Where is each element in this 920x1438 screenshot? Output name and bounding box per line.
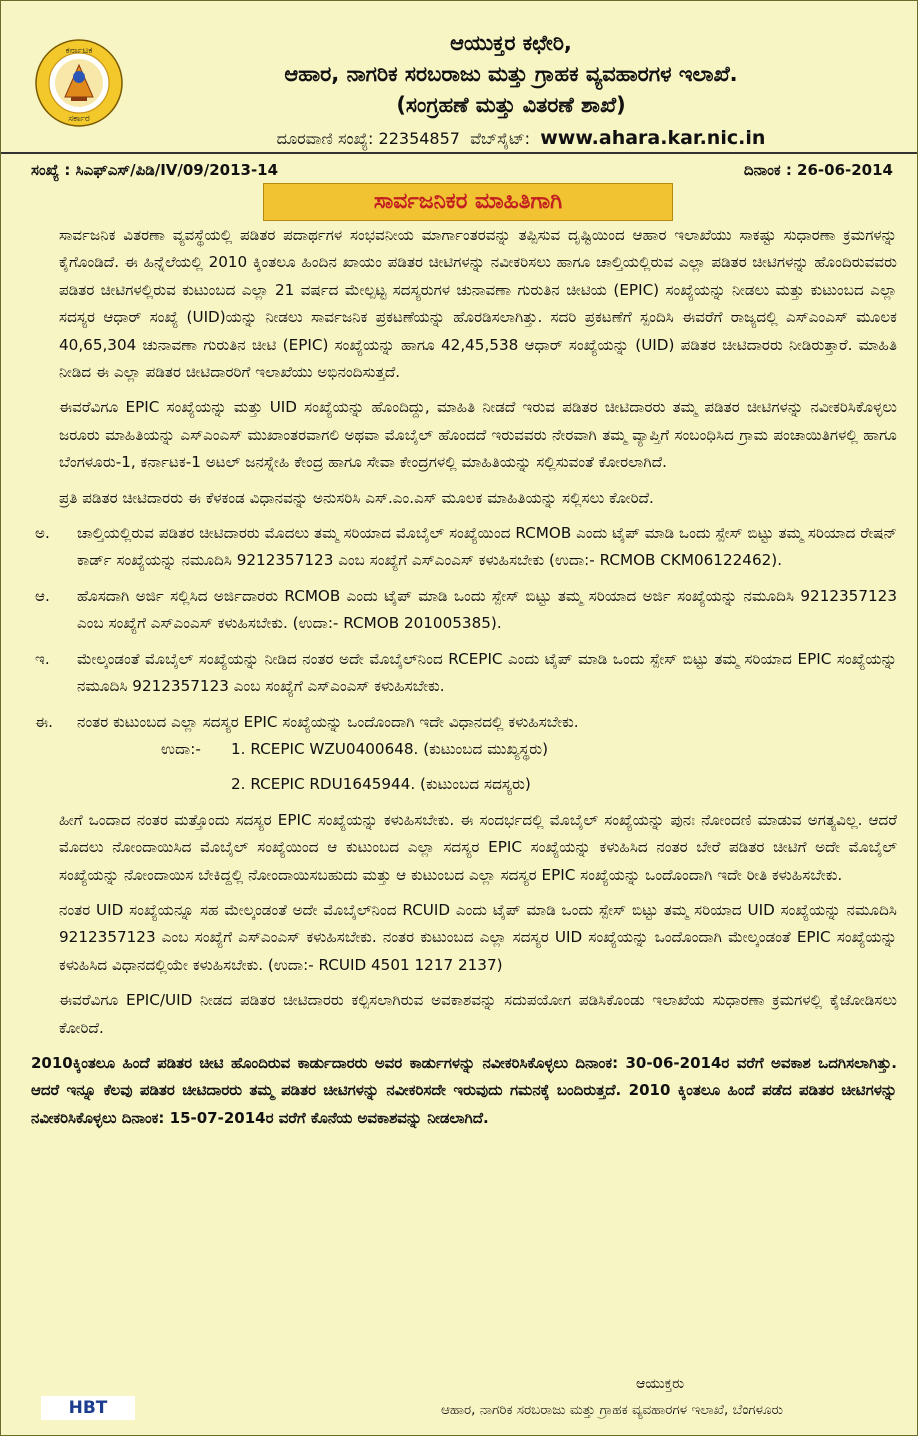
list-marker: ಇ. [35,649,50,668]
paragraph-5: ನಂತರ UID ಸಂಖ್ಯೆಯನ್ನೂ ಸಹ ಮೇಲ್ಕಂಡಂತೆ ಅದೇ ಮೊಬೈಲ್‌ನಿಂದ RCUID ಎಂದು ಟೈಪ್ ಮಾಡಿ ಒಂದು ಸ್ಪೇಸ್ ಬಿಟ್ಟು ತಮ್ಮ ಸರಿಯಾದ UID ಸಂಖ್ಯೆಯನ್ನು ನಮೂದಿಸಿ 9212357123 ಎಂಬ ಸಂಖ್ಯೆಗೆ ಎಸ್‌ಎಂಎಸ್ ಕಳುಹಿಸಬೇಕು. ನಂತರ ಕುಟುಂಬದ ಎಲ್ಲಾ ಸದಸ್ಯರ UID ಸಂಖ್ಯೆಯನ್ನು ಒಂದೊಂದಾಗಿ ಮೇಲ್ಕಂಡಂತೆ EPIC ಸಂಖ್ಯೆಯನ್ನು ಕಳುಹಿಸಿದ ವಿಧಾನದಲ್ಲಿಯೇ ಕಳುಹಿಸಬೇಕು. (ಉದಾ:- RCUID 4501 1217 2137) [59,900,897,974]
emblem-label-bottom: ಸರ್ಕಾರ [68,114,90,124]
notice-body [31,222,897,1140]
contact-line [141,127,901,149]
list-text: ಮೇಲ್ಕಂಡಂತೆ ಮೊಬೈಲ್ ಸಂಖ್ಯೆಯನ್ನು ನೀಡಿದ ನಂತರ ಅದೇ ಮೊಬೈಲ್‌ನಿಂದ RCEPIC ಎಂದು ಟೈಪ್ ಮಾಡಿ ಒಂದು ಸ್ಪೇಸ್ ಬಿಟ್ಟು ತಮ್ಮ ಸರಿಯಾದ EPIC ಸಂಖ್ಯೆಯನ್ನು ನಮೂದಿಸಿ 9212357123 ಎಂಬ ಸಂಖ್ಯೆಗೆ ಎಸ್‌ಎಂಎಸ್ ಕಳುಹಿಸಬೇಕು. [77,649,897,696]
website-link[interactable]: www.ahara.kar.nic.in [540,127,766,149]
paragraph-1: ಸಾರ್ವಜನಿಕ ವಿತರಣಾ ವ್ಯವಸ್ಥೆಯಲ್ಲಿ ಪಡಿತರ ಪದಾರ್ಥಗಳ ಸಂಭವನೀಯ ಮಾರ್ಗಾಂತರವನ್ನು ತಪ್ಪಿಸುವ ದೃಷ್ಟಿಯಿಂದ ಆಹಾರ ಇಲಾಖೆಯು ಸಾಕಷ್ಟು ಸುಧಾರಣಾ ಕ್ರಮಗಳನ್ನು ಕೈಗೊಂಡಿದೆ. ಈ ಹಿನ್ನೆಲೆಯಲ್ಲಿ 2010 ಕ್ಕಿಂತಲೂ ಹಿಂದಿನ ಖಾಯಂ ಪಡಿತರ ಚೀಟಿಗಳನ್ನು ನವೀಕರಿಸಲು ಹಾಗೂ ಚಾಲ್ತಿಯಲ್ಲಿರುವ ಎಲ್ಲಾ ಪಡಿತರ ಚೀಟಿಗಳನ್ನು ಹೊಂದಿರುವವರು ಪಡಿತರ ಚೀಟಿಗಳಲ್ಲಿರುವ ಕುಟುಂಬದ ಎಲ್ಲಾ 21 ವರ್ಷದ ಮೇಲ್ಪಟ್ಟ ಸದಸ್ಯರುಗಳ ಚುನಾವಣಾ ಗುರುತಿನ ಚೀಟಿಯ (EPIC) ಸಂಖ್ಯೆಯನ್ನು ನೀಡಲು ಮತ್ತು ಕುಟುಂಬದ ಎಲ್ಲಾ ಸದಸ್ಯರ ಆಧಾರ್ ಸಂಖ್ಯೆ (UID)ಯನ್ನು ನೀಡಲು ಸಾರ್ವಜನಿಕ ಪ್ರಕಟಣೆಯನ್ನು ಹೊರಡಿಸಲಾಗಿತ್ತು. ಸದರಿ ಪ್ರಕಟಣೆಗೆ ಸ್ಪಂದಿಸಿ ಈವರೆಗೆ ರಾಜ್ಯದಲ್ಲಿ ಎಸ್‌ಎಂಎಸ್ ಮೂಲಕ 40,65,304 ಚುನಾವಣಾ ಗುರುತಿನ ಚೀಟಿ (EPIC) ಸಂಖ್ಯೆಯನ್ನು ಹಾಗೂ 42,45,538 ಆಧಾರ್ ಸಂಖ್ಯೆಯನ್ನು (UID) ಪಡಿತರ ಚೀಟಿದಾರರು ನೀಡಿರುತ್ತಾರೆ. ಮಾಹಿತಿ ನೀಡಿದ ಈ ಎಲ್ಲಾ ಪಡಿತರ ಚೀಟಿದಾರರಿಗೆ ಇಲಾಖೆಯು ಅಭಿನಂದಿಸುತ್ತದೆ. [59,226,897,382]
paragraph-4: ಹೀಗೆ ಒಂದಾದ ನಂತರ ಮತ್ತೊಂದು ಸದಸ್ಯರ EPIC ಸಂಖ್ಯೆಯನ್ನು ಕಳುಹಿಸಬೇಕು. ಈ ಸಂದರ್ಭದಲ್ಲಿ ಮೊಬೈಲ್ ಸಂಖ್ಯೆಯನ್ನು ಪುನಃ ನೋಂದಣಿ ಮಾಡುವ ಅಗತ್ಯವಿಲ್ಲ. ಆದರೆ ಮೊದಲು ನೋಂದಾಯಿಸಿದ ಮೊಬೈಲ್ ಸಂಖ್ಯೆಯಿಂದ ಆ ಕುಟುಂಬದ ಎಲ್ಲಾ ಸದಸ್ಯರ EPIC ಸಂಖ್ಯೆಯನ್ನು ಕಳುಹಿಸಿದ ನಂತರ ಬೇರೆ ಪಡಿತರ ಚೀಟಿಗೆ ಅದೇ ಮೊಬೈಲ್ ಸಂಖ್ಯೆಯನ್ನು ನೋಂದಾಯಿಸ ಬೇಕಿದ್ದಲ್ಲಿ ನೋಂದಾಯಿಸಬಹುದು ಮತ್ತು ಆ ಕುಟುಂಬದ ಎಲ್ಲಾ ಸದಸ್ಯರ EPIC ಸಂಖ್ಯೆಯನ್ನು ಒಂದೊಂದಾಗಿ ಇದೇ ರೀತಿ ಕಳುಹಿಸಬೇಕು. [59,810,897,884]
list-item [31,709,897,736]
karnataka-emblem-icon [35,39,123,127]
reference-number: ಸಂಖ್ಯೆ : ಸಿಎಫ್‌ಎಸ್/ಪಿಡಿ/IV/09/2013-14 [31,161,279,179]
list-text: ನಂತರ ಕುಟುಂಬದ ಎಲ್ಲಾ ಸದಸ್ಯರ EPIC ಸಂಖ್ಯೆಯನ್ನು ಒಂದೊಂದಾಗಿ ಇದೇ ವಿಧಾನದಲ್ಲಿ ಕಳುಹಿಸಬೇಕು. [77,712,579,731]
header [1,1,917,151]
reference-date: ದಿನಾಂಕ : 26-06-2014 [743,161,893,179]
list-text: ಚಾಲ್ತಿಯಲ್ಲಿರುವ ಪಡಿತರ ಚೀಟಿದಾರರು ಮೊದಲು ತಮ್ಮ ಸರಿಯಾದ ಮೊಬೈಲ್ ಸಂಖ್ಯೆಯಿಂದ RCMOB ಎಂದು ಟೈಪ್ ಮಾಡಿ ಒಂದು ಸ್ಪೇಸ್ ಬಿಟ್ಟು ತಮ್ಮ ಸರಿಯಾದ ರೇಷನ್ ಕಾರ್ಡ್ ಸಂಖ್ಯೆಯನ್ನು ನಮೂದಿಸಿ 9212357123 ಎಂಬ ಸಂಖ್ಯೆಗೆ ಎಸ್‌ಎಂಎಸ್ ಕಳುಹಿಸಬೇಕು (ಉದಾ:- RCMOB CKM06122462). [77,524,897,570]
notice-banner: ಸಾರ್ವಜನಿಕರ ಮಾಹಿತಿಗಾಗಿ [263,183,673,221]
hbt-watermark: HBT [41,1396,135,1420]
signatory-department: ಆಹಾರ, ನಾಗರಿಕ ಸರಬರಾಜು ಮತ್ತು ಗ್ರಾಹಕ ವ್ಯವಹಾರಗಳ ಇಲಾಖೆ, ಬೆಂಗಳೂರು [441,1402,783,1418]
list-item [31,646,897,701]
list-item [31,583,897,638]
list-marker: ಆ. [35,586,50,605]
branch-title: (ಸಂಗ್ರಹಣೆ ಮತ್ತು ವಿತರಣೆ ಶಾಖೆ) [396,93,626,117]
phone-number: ದೂರವಾಣಿ ಸಂಖ್ಯೆ: 22354857 [276,129,460,148]
header-divider [1,152,917,154]
paragraph-3: ಪ್ರತಿ ಪಡಿತರ ಚೀಟಿದಾರರು ಈ ಕೆಳಕಂಡ ವಿಧಾನವನ್ನು ಅನುಸರಿಸಿ ಎಸ್.ಎಂ.ಎಸ್ ಮೂಲಕ ಮಾಹಿತಿಯನ್ನು ಸಲ್ಲಿಸಲು ಕೋರಿದೆ. [59,488,654,507]
paragraph-6: ಈವರೆವಿಗೂ EPIC/UID ನೀಡದ ಪಡಿತರ ಚೀಟಿದಾರರು ಕಲ್ಪಿಸಲಾಗಿರುವ ಅವಕಾಶವನ್ನು ಸದುಪಯೋಗ ಪಡಿಸಿಕೊಂಡು ಇಲಾಖೆಯ ಸುಧಾರಣಾ ಕ್ರಮಗಳಲ್ಲಿ ಕೈಜೋಡಿಸಲು ಕೋರಿದೆ. [59,991,897,1037]
signatory-title: ಆಯುಕ್ತರು [636,1376,685,1392]
list-marker: ಈ. [35,712,54,731]
emblem-label-top: ಕರ್ನಾಟಕ [65,46,93,56]
example-2: 2. RCEPIC RDU1645944. (ಕುಟುಂಬದ ಸದಸ್ಯರು) [231,775,531,794]
list-text: ಹೊಸದಾಗಿ ಅರ್ಜಿ ಸಲ್ಲಿಸಿದ ಅರ್ಜಿದಾರರು RCMOB ಎಂದು ಟೈಪ್ ಮಾಡಿ ಒಂದು ಸ್ಪೇಸ್ ಬಿಟ್ಟು ತಮ್ಮ ಸರಿಯಾದ ಅರ್ಜಿ ಸಂಖ್ಯೆಯನ್ನು ನಮೂದಿಸಿ 9212357123 ಎಂಬ ಸಂಖ್ಯೆಗೆ ಎಸ್‌ಎಂಎಸ್ ಕಳುಹಿಸಬೇಕು. (ಉದಾ:- RCMOB 201005385). [77,586,897,633]
list-marker: ಅ. [35,524,50,543]
example-label: ಉದಾ:- [161,739,201,758]
paragraph-2: ಈವರೆವಿಗೂ EPIC ಸಂಖ್ಯೆಯನ್ನು ಮತ್ತು UID ಸಂಖ್ಯೆಯನ್ನು ಹೊಂದಿದ್ದು, ಮಾಹಿತಿ ನೀಡದೆ ಇರುವ ಪಡಿತರ ಚೀಟಿದಾರರು ತಮ್ಮ ಪಡಿತರ ಚೀಟಿಗಳನ್ನು ನವೀಕರಿಸಿಕೊಳ್ಳಲು ಜರೂರು ಮಾಹಿತಿಯನ್ನು ಎಸ್‌ಎಂಎಸ್ ಮುಖಾಂತರವಾಗಲಿ ಅಥವಾ ಮೊಬೈಲ್ ಹೊಂದದೆ ಇರುವವರು ನೇರವಾಗಿ ತಮ್ಮ ವ್ಯಾಪ್ತಿಗೆ ಸಂಬಂಧಿಸಿದ ಗ್ರಾಮ ಪಂಚಾಯಿತಿಗಳಲ್ಲಿ ಹಾಗೂ ಬೆಂಗಳೂರು-1, ಕರ್ನಾಟಕ-1 ಅಟಲ್ ಜನಸ್ನೇಹಿ ಕೇಂದ್ರ ಹಾಗೂ ಸೇವಾ ಕೇಂದ್ರಗಳಲ್ಲಿ ಮಾಹಿತಿಯನ್ನು ಸಲ್ಲಿಸುವಂತೆ ಕೋರಲಾಗಿದೆ. [59,398,897,472]
reference-row [31,161,893,179]
office-title: ಆಯುಕ್ತರ ಕಛೇರಿ, [450,31,572,55]
example-1: 1. RCEPIC WZU0400648. (ಕುಟುಂಬದ ಮುಖ್ಯಸ್ಥರು) [231,739,549,758]
deadline-paragraph: 2010ಕ್ಕಿಂತಲೂ ಹಿಂದೆ ಪಡಿತರ ಚೀಟಿ ಹೊಂದಿರುವ ಕಾರ್ಡುದಾರರು ಅವರ ಕಾರ್ಡುಗಳನ್ನು ನವೀಕರಿಸಿಕೊಳ್ಳಲು ದಿನಾಂಕ: 30-06-2014ರ ವರೆಗೆ ಅವಕಾಶ ಒದಗಿಸಲಾಗಿತ್ತು. ಆದರೆ ಇನ್ನೂ ಕೆಲವು ಪಡಿತರ ಚೀಟಿದಾರರು ತಮ್ಮ ಪಡಿತರ ಚೀಟಿಗಳನ್ನು ನವೀಕರಿಸದೇ ಇರುವುದು ಗಮನಕ್ಕೆ ಬಂದಿರುತ್ತದೆ. 2010 ಕ್ಕಿಂತಲೂ ಹಿಂದೆ ಪಡೆದ ಪಡಿತರ ಚೀಟಿಗಳನ್ನು ನವೀಕರಿಸಿಕೊಳ್ಳಲು ದಿನಾಂಕ: 15-07-2014ರ ವರೆಗೆ ಕೊನೆಯ ಅವಕಾಶವನ್ನು ನೀಡಲಾಗಿದೆ. [31,1053,897,1127]
example-line-1 [31,736,897,763]
department-title: ಆಹಾರ, ನಾಗರಿಕ ಸರಬರಾಜು ಮತ್ತು ಗ್ರಾಹಕ ವ್ಯವಹಾರಗಳ ಇಲಾಖೆ. [284,62,738,86]
list-item [31,520,897,575]
website-label: ವೆಬ್‌ಸೈಟ್: [470,129,531,148]
